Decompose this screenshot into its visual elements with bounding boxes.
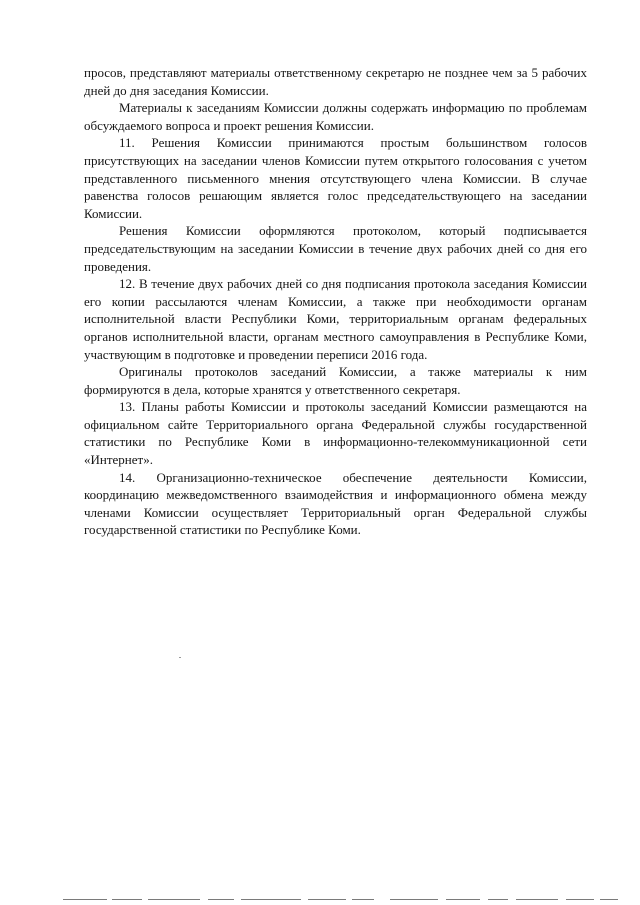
paragraph-continuation: просов, представляют материалы ответственному секретарю не позднее чем за 5 рабочих дней до дня заседания Комиссии.	[84, 65, 587, 98]
scan-edge-mark	[241, 899, 301, 900]
scan-edge-mark	[208, 899, 234, 900]
paragraph-originals: Оригиналы протоколов заседаний Комиссии, а также материалы к ним формируются в дела, которые хранятся у ответственного секретаря.	[84, 364, 587, 397]
document-body	[84, 64, 587, 539]
scan-edge-mark	[390, 899, 438, 900]
scan-bottom-edge	[0, 897, 640, 903]
scan-edge-mark	[112, 899, 142, 900]
scan-edge-mark	[488, 899, 508, 900]
scan-edge-mark	[516, 899, 558, 900]
paragraph-materials-content: Материалы к заседаниям Комиссии должны содержать информацию по проблемам обсуждаемого вопроса и проект решения Комиссии.	[84, 100, 587, 133]
scan-edge-mark	[63, 899, 107, 900]
scan-edge-mark	[600, 899, 618, 900]
paragraph-item-12: 12. В течение двух рабочих дней со дня подписания протокола заседания Комиссии его копии рассылаются членам Комиссии, а также при необходимости органам исполнительной власти Республики Коми, территориальным органам федеральных органов исполнительной власти, органам местного самоуправления в Республике Коми, участвующим в подготовке и проведении переписи 2016 года.	[84, 276, 587, 362]
scan-speck	[179, 657, 181, 658]
paragraph-item-14: 14. Организационно-техническое обеспечение деятельности Комиссии, координацию межведомственного взаимодействия и информационного обмена между членами Комиссии осуществляет Территориальный орган Федеральной службы государственной статистики по Республике Коми.	[84, 469, 587, 538]
paragraph-item-11: 11. Решения Комиссии принимаются простым большинством голосов присутствующих на заседании членов Комиссии путем открытого голосования с учетом представленного письменного мнения отсутствующего члена Комиссии. В случае равенства голосов решающим является голос председательствующего на заседании Комиссии.	[84, 135, 587, 221]
paragraph-protocol: Решения Комиссии оформляются протоколом, который подписывается председательствующим на заседании Комиссии в течение двух рабочих дней со дня его проведения.	[84, 223, 587, 274]
scan-edge-mark	[308, 899, 346, 900]
scan-edge-mark	[148, 899, 200, 900]
scan-edge-mark	[566, 899, 594, 900]
scan-edge-mark	[446, 899, 480, 900]
paragraph-item-13: 13. Планы работы Комиссии и протоколы заседаний Комиссии размещаются на официальном сайте Территориального органа Федеральной службы государственной статистики по Республике Коми в информационно-телекоммуникационной сети «Интернет».	[84, 399, 587, 468]
scan-edge-mark	[352, 899, 374, 900]
